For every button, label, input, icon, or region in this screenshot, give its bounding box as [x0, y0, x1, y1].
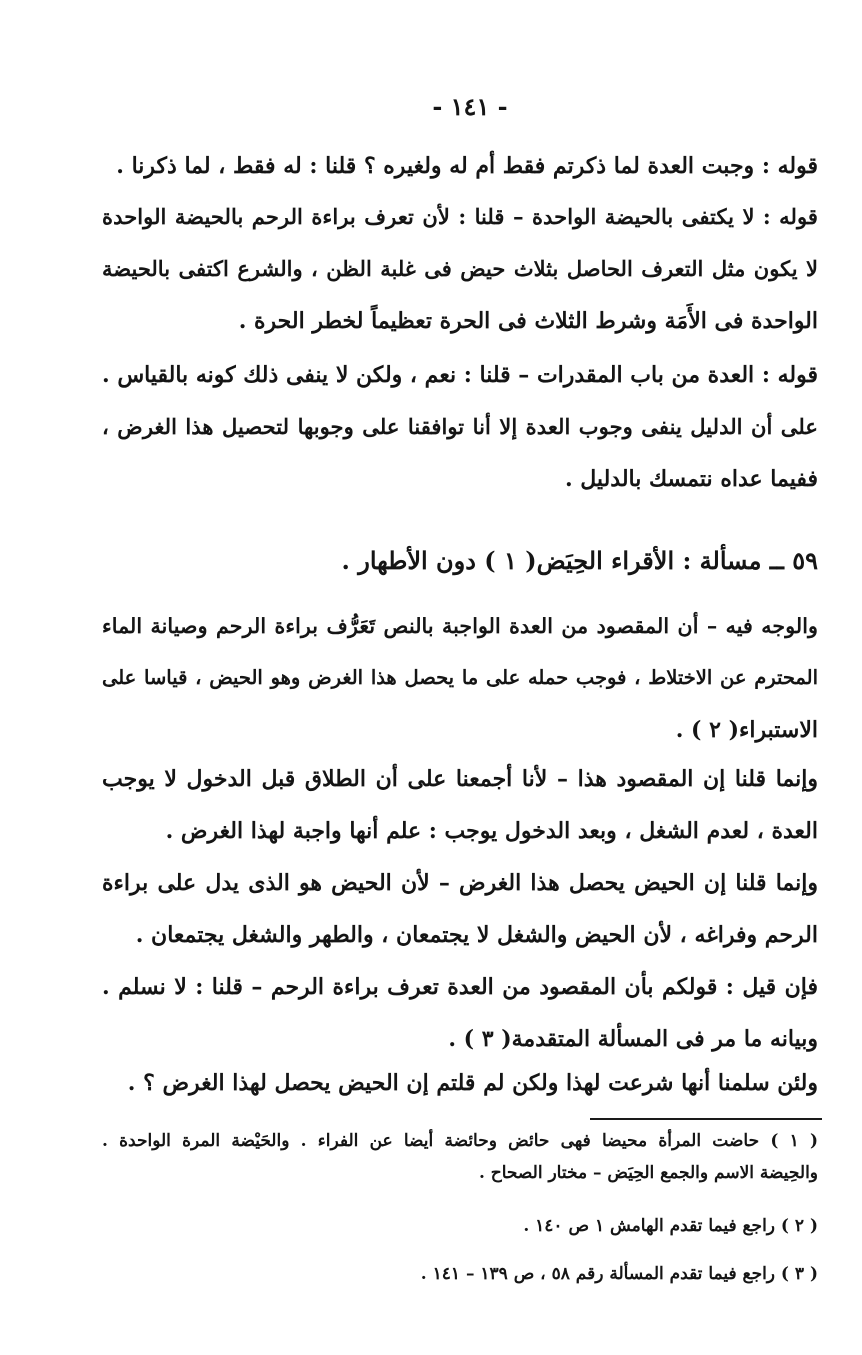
footnote-line: ( ٣ ) راجع فيما تقدم المسألة رقم ٥٨ ، ص ١٣٩ – ١٤١ .: [420, 1264, 818, 1284]
paragraph-5: [102, 600, 818, 756]
footnote-separator: [590, 1118, 822, 1120]
footnote-line: ( ٢ ) راجع فيما تقدم الهامش ١ ص ١٤٠ .: [523, 1216, 818, 1236]
paragraph-line: قوله : وجبت العدة لما ذكرتم فقط أم له ولغيره ؟ قلنا : له فقط ، لما ذكرنا .: [116, 153, 818, 179]
footnote-3: [102, 1258, 818, 1290]
footnote-line: ( ١ ) حاضت المرأة محيضا فهى حائض وحائضة أيضا عن الفراء . والحَيْضة المرة الواحدة .: [102, 1131, 818, 1151]
paragraph-line: الواحدة فى الأَمَة وشرط الثلاث فى الحرة تعظيماً لخطر الحرة .: [238, 308, 818, 334]
paragraph-line: فإن قيل : قولكم بأن المقصود من العدة تعرف براءة الرحم – قلنا : لا نسلم .: [102, 974, 818, 1000]
footnote-line: والحِيضة الاسم والجمع الحِيَض – مختار الصحاح .: [478, 1163, 818, 1183]
paragraph-8: [102, 961, 818, 1065]
paragraph-line: الاستبراء( ٢ ) .: [675, 717, 818, 743]
paragraph-line: ولئن سلمنا أنها شرعت لهذا ولكن لم قلتم إن الحيض يحصل لهذا الغرض ؟ .: [127, 1070, 818, 1096]
paragraph-line: العدة ، لعدم الشغل ، وبعد الدخول يوجب : علم أنها واجبة لهذا الغرض .: [165, 818, 818, 844]
paragraph-line: الرحم وفراغه ، لأن الحيض والشغل لا يجتمعان ، والطهر والشغل يجتمعان .: [135, 922, 818, 948]
paragraph-line: ففيما عداه نتمسك بالدليل .: [564, 466, 818, 492]
heading-line: ٥٩ ــ مسألة : الأقراء الحِيَض( ١ ) دون الأطهار .: [341, 546, 818, 575]
footnote-2: [102, 1210, 818, 1242]
paragraph-line: على أن الدليل ينفى وجوب العدة إلا أنا توافقنا على وجوبها لتحصيل هذا الغرض ،: [102, 414, 818, 439]
paragraph-2: [102, 191, 818, 347]
page-number: - ١٤١ -: [432, 92, 508, 121]
paragraph-6: [102, 753, 818, 857]
paragraph-7: [102, 857, 818, 961]
paragraph-line: وبيانه ما مر فى المسألة المتقدمة( ٣ ) .: [448, 1026, 818, 1052]
paragraph-line: المحترم عن الاختلاط ، فوجب حمله على ما يحصل هذا الغرض وهو الحيض ، قياسا على: [102, 666, 818, 689]
paragraph-line: وإنما قلنا إن المقصود هذا – لأنا أجمعنا على أن الطلاق قبل الدخول لا يوجب: [102, 766, 818, 792]
paragraph-line: قوله : العدة من باب المقدرات – قلنا : نعم ، ولكن لا ينفى ذلك كونه بالقياس .: [102, 362, 818, 388]
paragraph-9: [102, 1057, 818, 1109]
paragraph-1: [102, 140, 818, 192]
paragraph-line: قوله : لا يكتفى بالحيضة الواحدة – قلنا : لأن تعرف براءة الرحم بالحيضة الواحدة: [102, 204, 818, 229]
footnote-1: [102, 1125, 818, 1189]
paragraph-3: [102, 349, 818, 505]
paragraph-line: وإنما قلنا إن الحيض يحصل هذا الغرض – لأن الحيض هو الذى يدل على براءة: [102, 870, 818, 896]
paragraph-line: لا يكون مثل التعرف الحاصل بثلاث حيض فى غلبة الظن ، والشرع اكتفى بالحيضة: [102, 256, 818, 281]
section-heading-59: [102, 535, 818, 587]
paragraph-line: والوجه فيه – أن المقصود من العدة الواجبة بالنص تَعَرُّف براءة الرحم وصيانة الماء: [102, 614, 818, 638]
